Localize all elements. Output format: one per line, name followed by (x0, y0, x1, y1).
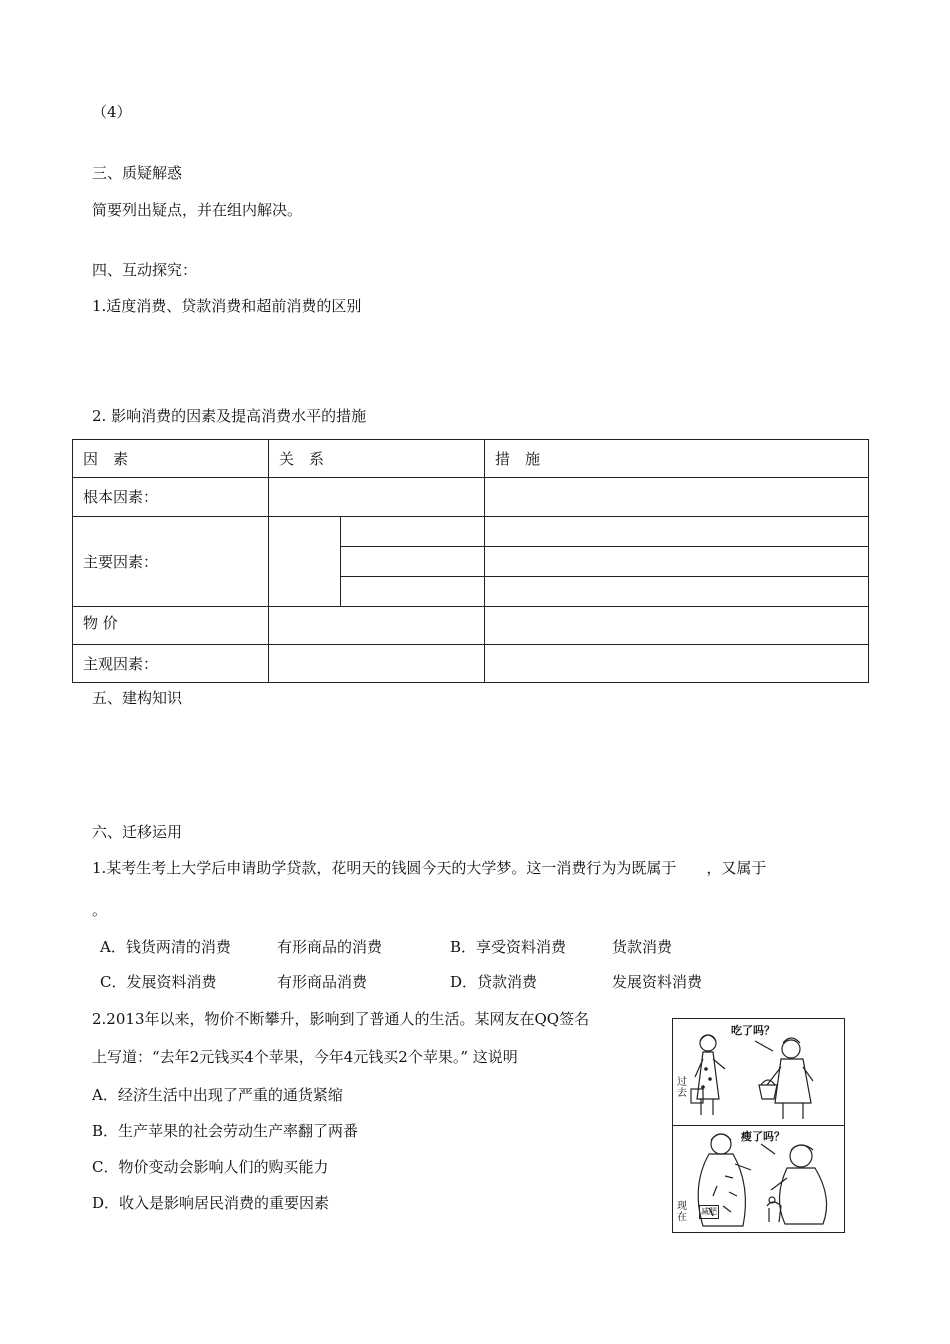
table-row (73, 645, 869, 683)
table-cell (269, 645, 485, 683)
section-3-title: 三、质疑解惑 (92, 164, 183, 182)
q2-option-d: D．收入是影响居民消费的重要因素 (92, 1194, 330, 1212)
table-cell (485, 478, 869, 517)
q1-option-a1: A．钱货两清的消费 (100, 938, 231, 956)
section-6-title: 六、迁移运用 (92, 823, 183, 841)
table-row (73, 607, 869, 645)
table-cell (341, 577, 485, 607)
table-row (73, 478, 869, 517)
cartoon-present-scene (673, 1126, 843, 1232)
q1-option-d2: 发展资料消费 (612, 973, 703, 991)
q2-option-b: B．生产苹果的社会劳动生产率翻了两番 (92, 1122, 359, 1140)
q1-option-b2: 货款消费 (612, 938, 673, 956)
cartoon-bottom-label: 现在 (677, 1201, 687, 1223)
section-4-question-2: 2. 影响消费的因素及提高消费水平的措施 (92, 407, 367, 425)
q1-option-d1: D．贷款消费 (450, 973, 538, 991)
section-5-title: 五、建构知识 (92, 689, 183, 707)
row-label-subjective: 主观因素： (73, 645, 269, 683)
table-cell (485, 547, 869, 577)
row-label-fundamental: 根本因素： (73, 478, 269, 517)
table-cell (485, 517, 869, 547)
row-label-main: 主要因素： (73, 517, 269, 607)
question-1-stem: 1.某考生考上大学后申请助学贷款，花明天的钱圆今天的大学梦。这一消费行为为既属于 ，又属于 (92, 859, 767, 877)
cartoon-bag-label: 减肥 (699, 1205, 719, 1219)
question-2-stem-line-2: 上写道：“去年2元钱买4个苹果，今年4元钱买2个苹果。” 这说明 (92, 1048, 518, 1066)
row-label-price: 物 价 (73, 607, 269, 645)
header-relation: 关 系 (269, 440, 485, 478)
table-cell (485, 607, 869, 645)
q2-option-c: C．物价变动会影响人们的购买能力 (92, 1158, 329, 1176)
table-cell (485, 645, 869, 683)
section-4-question-1: 1.适度消费、贷款消费和超前消费的区别 (92, 297, 362, 315)
cartoon-bottom-caption: 瘦了吗？ (741, 1130, 785, 1143)
table-cell (341, 547, 485, 577)
cartoon-top-caption: 吃了吗？ (731, 1024, 775, 1037)
q1-option-a2: 有形商品的消费 (277, 938, 383, 956)
table-cell (269, 478, 485, 517)
item-4-label: （4） (92, 103, 132, 121)
question-1-stem-end: 。 (92, 901, 108, 919)
table-header-row (73, 440, 869, 478)
table-cell (485, 577, 869, 607)
cartoon-past-scene (673, 1019, 843, 1123)
q2-option-a: A．经济生活中出现了严重的通货紧缩 (92, 1086, 343, 1104)
question-2-stem-line-1: 2.2013年以来，物价不断攀升，影响到了普通人的生活。某网友在QQ签名 (92, 1010, 590, 1028)
table-cell (269, 517, 341, 607)
q1-option-c1: C．发展资料消费 (100, 973, 217, 991)
q1-option-b1: B．享受资料消费 (450, 938, 567, 956)
table-cell (341, 517, 485, 547)
factors-table (72, 439, 869, 683)
header-measures: 措 施 (485, 440, 869, 478)
table-row (73, 517, 869, 547)
header-factor: 因 素 (73, 440, 269, 478)
section-3-text: 简要列出疑点，并在组内解决。 (92, 201, 303, 219)
table-cell (269, 607, 485, 645)
q1-option-c2: 有形商品消费 (277, 973, 368, 991)
cartoon-top-label: 过去 (677, 1077, 687, 1099)
cartoon-illustration (672, 1018, 845, 1233)
section-4-title: 四、互动探究： (92, 261, 198, 279)
